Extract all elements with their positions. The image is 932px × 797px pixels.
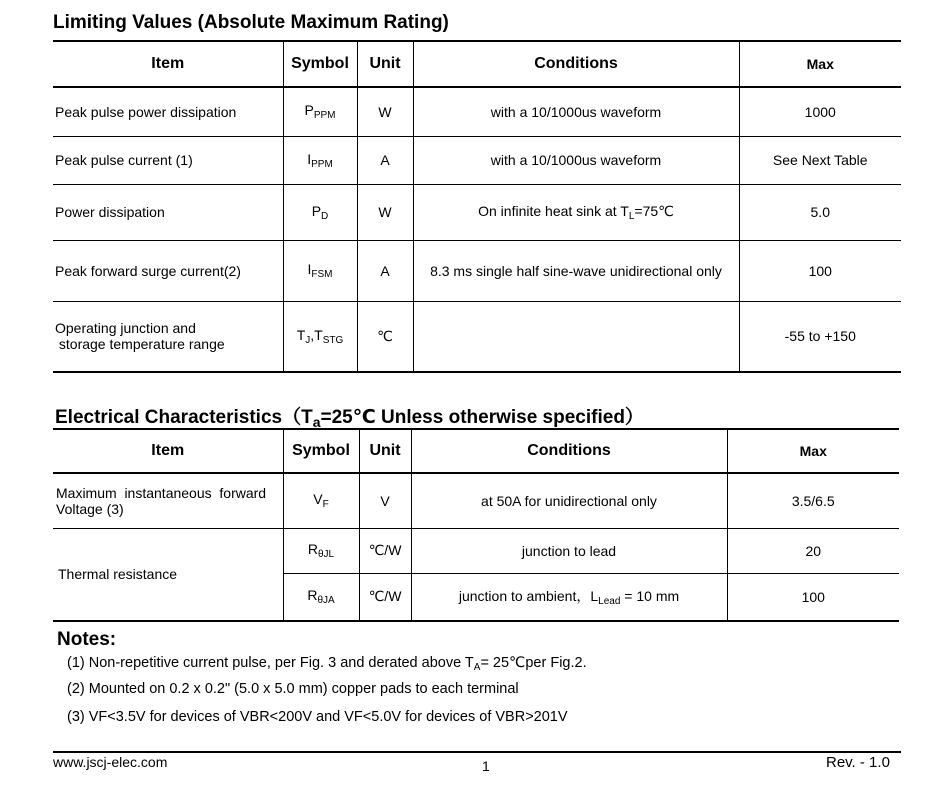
header-conditions: Conditions [413, 41, 739, 87]
symbol-cell: $P_D$ [283, 184, 357, 240]
symbol-cell: $I_{PPM}$ [283, 136, 357, 184]
table-row [53, 136, 901, 184]
unit-cell: ℃/W [359, 573, 411, 621]
table-row [53, 240, 901, 301]
footer-revision: Rev. - 1.0 [826, 754, 890, 771]
unit-cell: A [357, 240, 413, 301]
item-cell: Peak pulse current (1) [53, 136, 283, 184]
conditions-cell: with a 10/1000us waveform [413, 136, 739, 184]
conditions-cell: On infinite heat sink at $T_L=75℃$ [413, 184, 739, 240]
symbol-cell: $R_{\theta JL}$ [283, 528, 359, 573]
table-header-row [53, 41, 901, 87]
header-unit: Unit [359, 429, 411, 473]
note-1: (1) Non-repetitive current pulse, per Fig. 3 and derated above $T_A=$ 25℃per Fig.2. [67, 655, 587, 673]
unit-cell: A [357, 136, 413, 184]
conditions-cell: at 50A for unidirectional only [411, 473, 727, 528]
item-cell: Peak forward surge current(2) [53, 240, 283, 301]
footer-page-number: 1 [482, 758, 490, 774]
item-cell: Thermal resistance [53, 528, 283, 621]
table-header-row [53, 429, 899, 473]
unit-cell: W [357, 184, 413, 240]
max-cell: 20 [805, 542, 822, 559]
symbol-cell: $V_F$ [283, 473, 359, 528]
symbol-cell: $R_{\theta JA}$ [283, 573, 359, 621]
notes-title: Notes: [57, 629, 117, 650]
max-cell: -55 to +150 [784, 328, 856, 345]
limiting-values-title: Limiting Values (Absolute Maximum Rating) [53, 12, 449, 33]
table-row [53, 473, 899, 528]
note-3: (3) VF<3.5V for devices of VBR<200V and VF<5.0V for devices of VBR>201V [67, 709, 568, 725]
unit-cell: W [357, 87, 413, 136]
conditions-cell: junction to ambient，$L_{Lead} = 10$ mm [411, 573, 727, 621]
max-cell: 100 [801, 588, 825, 605]
max-cell: See Next Table [772, 152, 868, 168]
unit-cell: ℃ [357, 301, 413, 372]
conditions-cell: 8.3 ms single half sine-wave unidirectional only [413, 240, 739, 301]
header-item: Item [53, 41, 283, 87]
table-row [53, 528, 899, 573]
table-row [53, 301, 901, 372]
unit-cell: ℃/W [359, 528, 411, 573]
header-item: Item [53, 429, 283, 473]
header-max: Max [806, 56, 834, 72]
max-cell: 1000 [804, 103, 836, 120]
conditions-cell: junction to lead [411, 528, 727, 573]
unit-cell: V [359, 473, 411, 528]
table-row [53, 87, 901, 136]
electrical-characteristics-title: Electrical $Characteristics(T_a=25℃$ Unless otherwise specified） [55, 407, 644, 430]
header-symbol: Symbol [283, 429, 359, 473]
max-cell: 5.0 [810, 204, 830, 220]
conditions-cell [413, 301, 739, 372]
max-cell: 3.5/6.5 [791, 492, 835, 509]
conditions-cell: with a 10/1000us waveform [413, 87, 739, 136]
header-conditions: Conditions [411, 429, 727, 473]
max-cell: 100 [808, 262, 832, 279]
header-symbol: Symbol [283, 41, 357, 87]
item-cell: Power dissipation [53, 184, 283, 240]
symbol-cell: $I_{FSM}$ [283, 240, 357, 301]
limiting-values-table [53, 40, 901, 373]
item-cell: Operating junction and storage temperature range [53, 301, 283, 372]
electrical-characteristics-table [53, 428, 899, 622]
table-row [53, 184, 901, 240]
item-cell: Peak pulse power dissipation [53, 87, 283, 136]
header-unit: Unit [357, 41, 413, 87]
symbol-cell: $T_J,T_{STG}$ [283, 301, 357, 372]
item-cell: Maximum instantaneous forward Voltage (3) [53, 473, 283, 528]
note-2: (2) Mounted on 0.2 x 0.2" (5.0 x 5.0 mm) copper pads to each terminal [67, 681, 519, 697]
footer-divider [53, 751, 901, 753]
header-max: Max [799, 443, 827, 459]
symbol-cell: $P_{PPM}$ [283, 87, 357, 136]
footer-website: www.jscj-elec.com [53, 754, 168, 770]
